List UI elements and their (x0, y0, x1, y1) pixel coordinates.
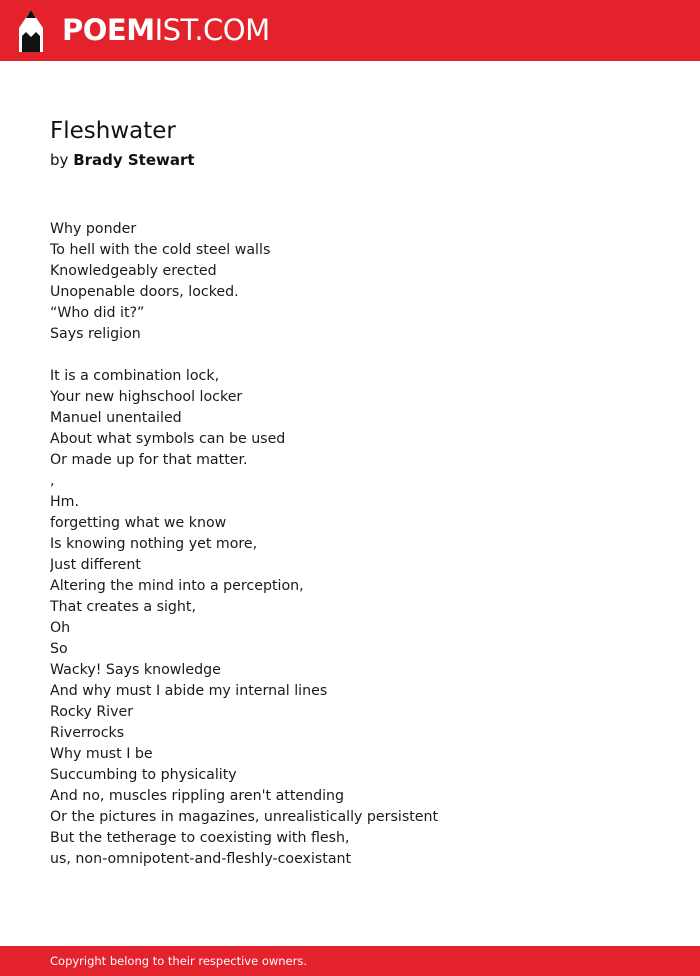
poem-line: us, non-omnipotent-and-fleshly-coexistant (50, 851, 352, 867)
copyright-notice: Copyright belong to their respective owners. (50, 954, 308, 968)
site-footer (0, 946, 700, 976)
poem-line: Or made up for that matter. (50, 452, 248, 468)
poem-line: , (50, 473, 55, 489)
logo-text-light: IST.COM (154, 13, 270, 47)
poem-author: Brady Stewart (73, 151, 195, 169)
poem-body (50, 219, 670, 870)
poem-line: So (50, 641, 68, 657)
poem-line: Why ponder (50, 221, 137, 237)
stanza-break (50, 345, 670, 366)
poem-line: Altering the mind into a perception, (50, 578, 304, 594)
poem-byline (50, 150, 195, 170)
poem-line: forgetting what we know (50, 515, 227, 531)
poem-line: To hell with the cold steel walls (50, 242, 271, 258)
poem-line: And no, muscles rippling aren't attending (50, 788, 345, 804)
poem-line: Unopenable doors, locked. (50, 284, 239, 300)
poem-line: “Who did it?” (50, 305, 145, 321)
pencil-icon[interactable] (18, 10, 44, 52)
poem-line: It is a combination lock, (50, 368, 220, 384)
poem-line: Manuel unentailed (50, 410, 182, 426)
site-header (0, 0, 700, 61)
pencil-icon-graphic (18, 10, 44, 52)
poem-line: Or the pictures in magazines, unrealistically persistent (50, 809, 439, 825)
poem-line: And why must I abide my internal lines (50, 683, 328, 699)
poem-line: Is knowing nothing yet more, (50, 536, 258, 552)
by-label: by (50, 151, 69, 169)
site-logo[interactable] (62, 13, 270, 47)
poem-line: Rocky River (50, 704, 134, 720)
poem-line: Succumbing to physicality (50, 767, 237, 783)
poem-title: Fleshwater (50, 118, 176, 144)
poem-line: Wacky! Says knowledge (50, 662, 221, 678)
poem-line: Why must I be (50, 746, 153, 762)
poem-line: But the tetherage to coexisting with flesh, (50, 830, 350, 846)
poem-line: Hm. (50, 494, 79, 510)
poem-line: Says religion (50, 326, 141, 342)
poem-line: Oh (50, 620, 71, 636)
poem-line: That creates a sight, (50, 599, 196, 615)
poem-line: Your new highschool locker (50, 389, 243, 405)
poem-line: Knowledgeably erected (50, 263, 217, 279)
logo-text-strong: POEM (62, 13, 155, 47)
poem-line: Just different (50, 557, 141, 573)
poem-line: Riverrocks (50, 725, 125, 741)
poem-line: About what symbols can be used (50, 431, 286, 447)
